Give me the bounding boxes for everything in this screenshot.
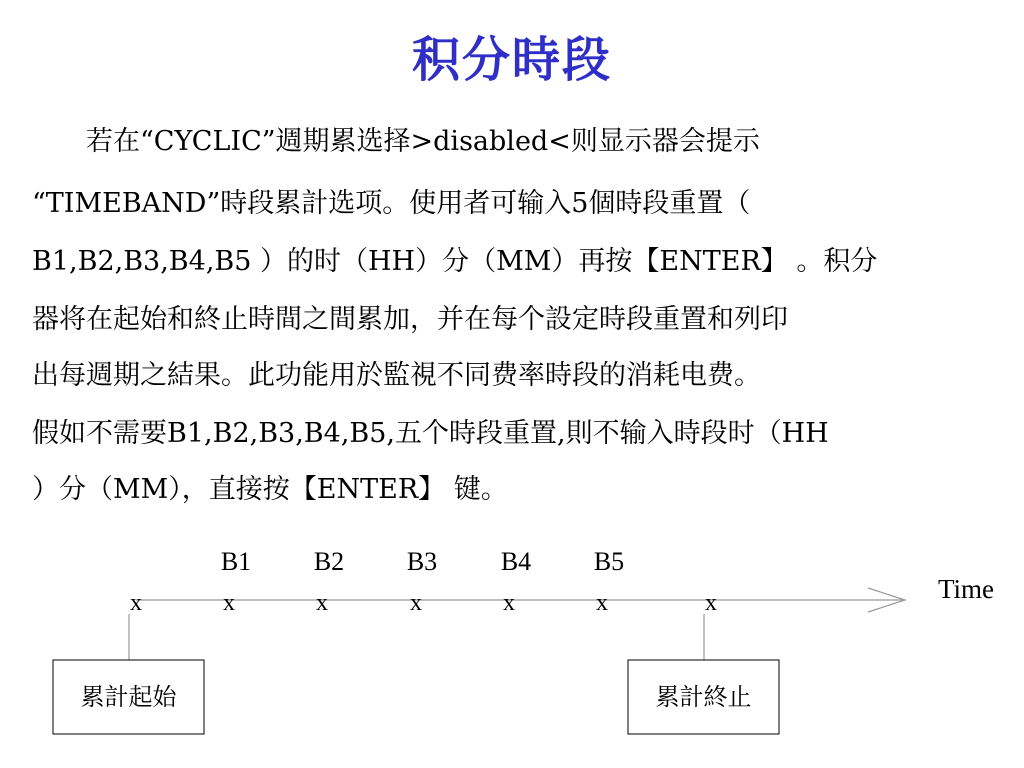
paragraph-line-6: 假如不需要B1,B2,B3,B4,B5,五个時段重置,則不输入時段时（HH (32, 418, 829, 449)
paragraph-line-3: B1,B2,B3,B4,B5 ）的时（HH）分（MM）再按【ENTER】 。积分 (32, 246, 878, 277)
band-label-b2: B2 (313, 547, 345, 576)
band-label-b4: B4 (500, 547, 532, 576)
end-box-label: 累計終止 (655, 683, 752, 711)
tick-mark-start: x (130, 590, 142, 616)
band-label-b3: B3 (406, 547, 438, 576)
tick-mark-b2: x (316, 590, 328, 616)
tick-mark-b3: x (410, 590, 422, 616)
paragraph-line-1: 若在“CYCLIC”週期累选择>disabled<则显示器会提示 (32, 126, 760, 157)
slide-title: 积分時段 (411, 32, 612, 88)
start-box-label: 累計起始 (80, 683, 177, 711)
time-axis-label: Time (938, 574, 995, 604)
band-label-b1: B1 (220, 547, 252, 576)
band-label-b5: B5 (593, 547, 625, 576)
paragraph-line-7: ）分（MM），直接按【ENTER】 键。 (32, 474, 508, 505)
tick-mark-b5: x (596, 590, 608, 616)
tick-mark-b1: x (223, 590, 235, 616)
tick-mark-b4: x (503, 590, 515, 616)
paragraph-line-2: “TIMEBAND”時段累計选项。使用者可输入5個時段重置（ (32, 188, 751, 219)
paragraph-line-5: 出每週期之結果。此功能用於監視不同费率時段的消耗电费。 (32, 360, 761, 391)
paragraph-line-4: 器将在起始和終止時間之間累加，并在每个設定時段重置和列印 (32, 304, 788, 335)
tick-mark-end: x (705, 590, 717, 616)
